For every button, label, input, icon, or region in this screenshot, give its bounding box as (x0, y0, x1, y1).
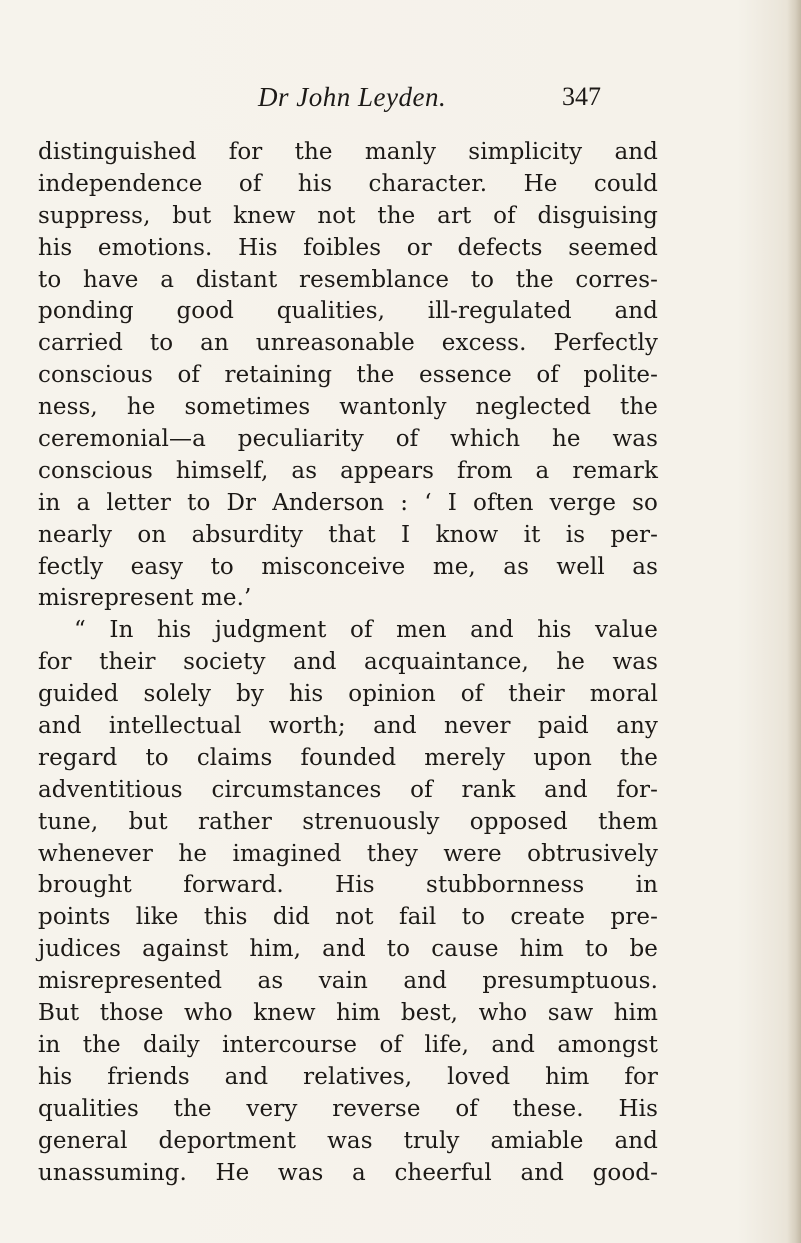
text-line: whenever he imagined they were obtrusively (38, 840, 658, 867)
text-line: carried to an unreasonable excess. Perfectly (38, 330, 658, 357)
text-line: his friends and relatives, loved him for (38, 1063, 658, 1090)
text-line: conscious of retaining the essence of polite- (38, 362, 658, 389)
page-header (0, 82, 801, 122)
text-line: for their society and acquaintance, he was (38, 649, 658, 676)
text-line: in the daily intercourse of life, and amongst (38, 1031, 658, 1058)
text-line: But those who knew him best, who saw him (38, 1000, 658, 1027)
page-number: 347 (562, 82, 601, 111)
text-line: misrepresent me.’ (38, 585, 252, 612)
text-line: his emotions. His foibles or defects seemed (38, 234, 658, 261)
text-line: unassuming. He was a cheerful and good- (38, 1159, 658, 1186)
text-line: points like this did not fail to create pre- (38, 904, 658, 931)
text-line: ness, he sometimes wantonly neglected the (38, 394, 658, 421)
text-line: independence of his character. He could (38, 170, 658, 197)
body-text (38, 137, 658, 1189)
text-line: adventitious circumstances of rank and for- (38, 776, 658, 803)
text-line: brought forward. His stubbornness in (38, 872, 658, 899)
text-line: nearly on absurdity that I know it is per- (38, 521, 658, 548)
text-line: regard to claims founded merely upon the (38, 744, 658, 771)
text-line: and intellectual worth; and never paid any (38, 713, 658, 740)
text-line: to have a distant resemblance to the corres- (38, 266, 658, 293)
running-head: Dr John Leyden. (258, 82, 447, 112)
text-line: general deportment was truly amiable and (38, 1127, 658, 1154)
text-line: tune, but rather strenuously opposed them (38, 808, 658, 835)
text-line: conscious himself, as appears from a remark (38, 457, 658, 484)
text-line: qualities the very reverse of these. His (38, 1095, 658, 1122)
text-line: guided solely by his opinion of their moral (38, 681, 658, 708)
text-line: fectly easy to misconceive me, as well as (38, 553, 658, 580)
text-line: “ In his judgment of men and his value (74, 617, 658, 644)
text-line: distinguished for the manly simplicity and (38, 139, 658, 165)
text-line: misrepresented as vain and presumptuous. (38, 968, 658, 995)
text-line: in a letter to Dr Anderson : ‘ I often verge so (38, 489, 658, 516)
text-line: suppress, but knew not the art of disguising (38, 202, 658, 229)
page-edge-shadow (787, 0, 801, 1243)
text-line: ceremonial—a peculiarity of which he was (38, 426, 658, 453)
text-line: ponding good qualities, ill-regulated and (38, 298, 658, 325)
text-line: judices against him, and to cause him to be (38, 936, 658, 963)
